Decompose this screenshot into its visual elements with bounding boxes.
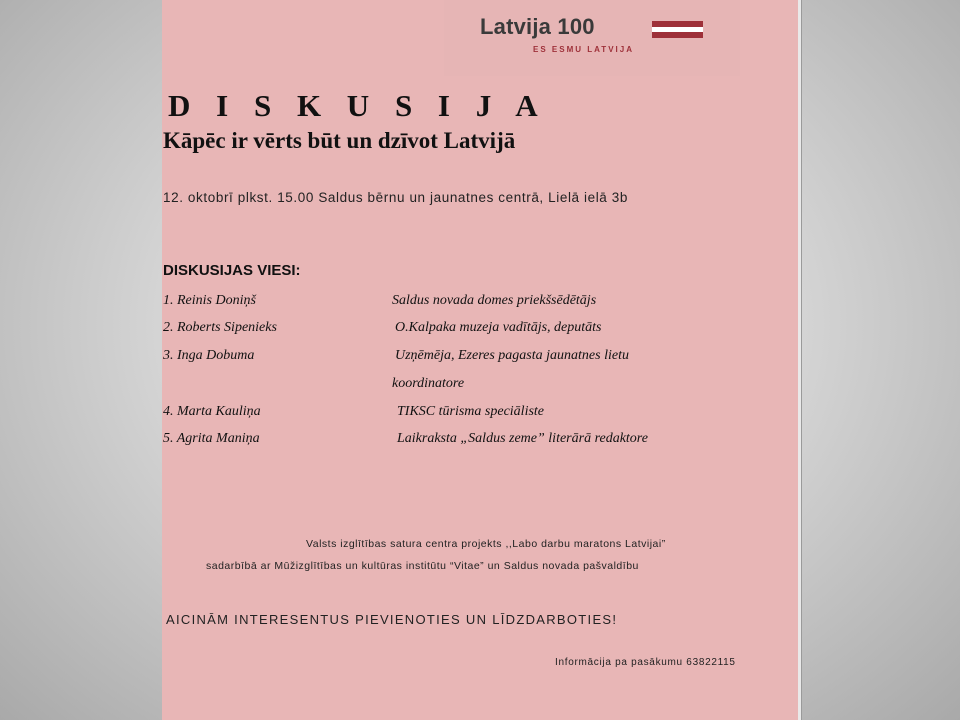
project-credit-line-2: sadarbībā ar Mūžizglītības un kultūras institūtu “Vitae” un Saldus novada pašvaldību [206, 560, 639, 572]
event-date-location: 12. oktobrī plkst. 15.00 Saldus bērnu un jaunatnes centrā, Lielā ielā 3b [163, 190, 628, 205]
guest-role: TIKSC tūrisma speciāliste [397, 404, 545, 419]
guest-name: 5. Agrita Maniņa [163, 431, 260, 446]
guest-role: Uzņēmēja, Ezeres pagasta jaunatnes lietu [395, 348, 629, 363]
guest-name: 1. Reinis Doniņš [163, 293, 256, 308]
guests-heading: DISKUSIJAS VIESI: [163, 262, 301, 279]
project-credit-line-1: Valsts izglītības satura centra projekts ,,Labo darbu maratons Latvijai” [306, 538, 666, 550]
latvian-flag-icon [652, 21, 703, 38]
guest-role: Saldus novada domes priekšsēdētājs [392, 293, 597, 308]
guest-role-continued: koordinatore [392, 376, 465, 391]
guest-name: 3. Inga Dobuma [163, 348, 255, 363]
guest-role: Laikraksta „Saldus zeme” literārā redaktore [397, 431, 648, 446]
page-edge-shadow [801, 0, 802, 720]
page-subtitle: Kāpēc ir vērts būt un dzīvot Latvijā [163, 128, 516, 153]
contact-info: Informācija pa pasākumu 63822115 [555, 657, 736, 668]
guest-role: O.Kalpaka muzeja vadītājs, deputāts [395, 320, 602, 335]
logo-tagline: ES ESMU LATVIJA [533, 45, 634, 54]
page-title: D I S K U S I J A [168, 88, 547, 123]
invitation-text: AICINĀM INTERESENTUS PIEVIENOTIES UN LĪDZDARBOTIES! [166, 612, 618, 627]
logo-wordmark: Latvija 100 [480, 14, 595, 39]
guest-name: 2. Roberts Sipenieks [163, 320, 277, 335]
guest-name: 4. Marta Kauliņa [163, 404, 261, 419]
